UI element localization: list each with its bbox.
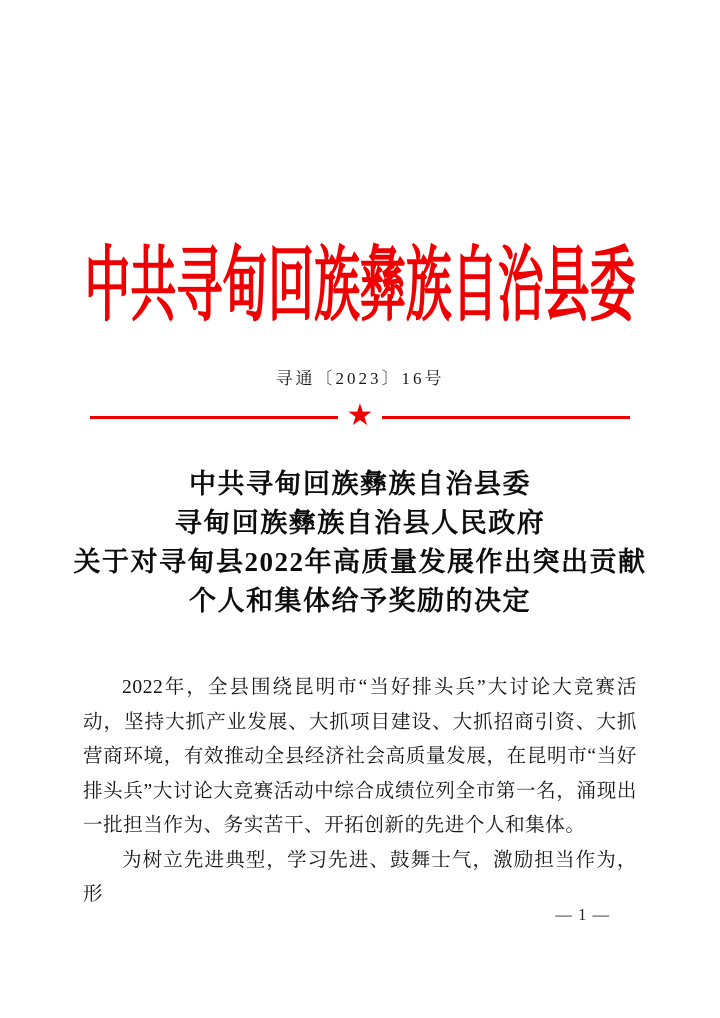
title-line-3: 关于对寻甸县2022年高质量发展作出突出贡献	[73, 547, 647, 578]
divider-line-right	[382, 416, 630, 419]
document-title	[0, 465, 720, 621]
body-paragraph-1: 2022年，全县围绕昆明市“当好排头兵”大讨论大竞赛活动，坚持大抓产业发展、大抓项目建设、大抓招商引资、大抓营商环境，有效推动全县经济社会高质量发展，在昆明市“当好排头兵”大讨论大竞赛活动中综合成绩位列全市第一名，涌现出一批担当作为、务实苦干、开拓创新的先进个人和集体。	[83, 677, 637, 837]
document-number: 寻通〔2023〕16号	[275, 369, 445, 389]
title-line-2: 寻甸回族彝族自治县人民政府	[174, 508, 546, 539]
title-line-4: 个人和集体给予奖励的决定	[189, 586, 531, 617]
agency-masthead	[0, 240, 720, 331]
red-divider-rule	[90, 399, 630, 433]
agency-masthead-text: 中共寻甸回族彝族自治县委	[84, 240, 636, 331]
page-number: — 1 —	[555, 905, 610, 924]
document-body	[83, 671, 637, 913]
body-paragraph-2: 为树立先进典型，学习先进、鼓舞士气，激励担当作为，形	[83, 849, 637, 906]
divider-line-left	[90, 416, 338, 419]
star-icon: ★	[346, 399, 374, 433]
title-line-1: 中共寻甸回族彝族自治县委	[189, 469, 531, 500]
